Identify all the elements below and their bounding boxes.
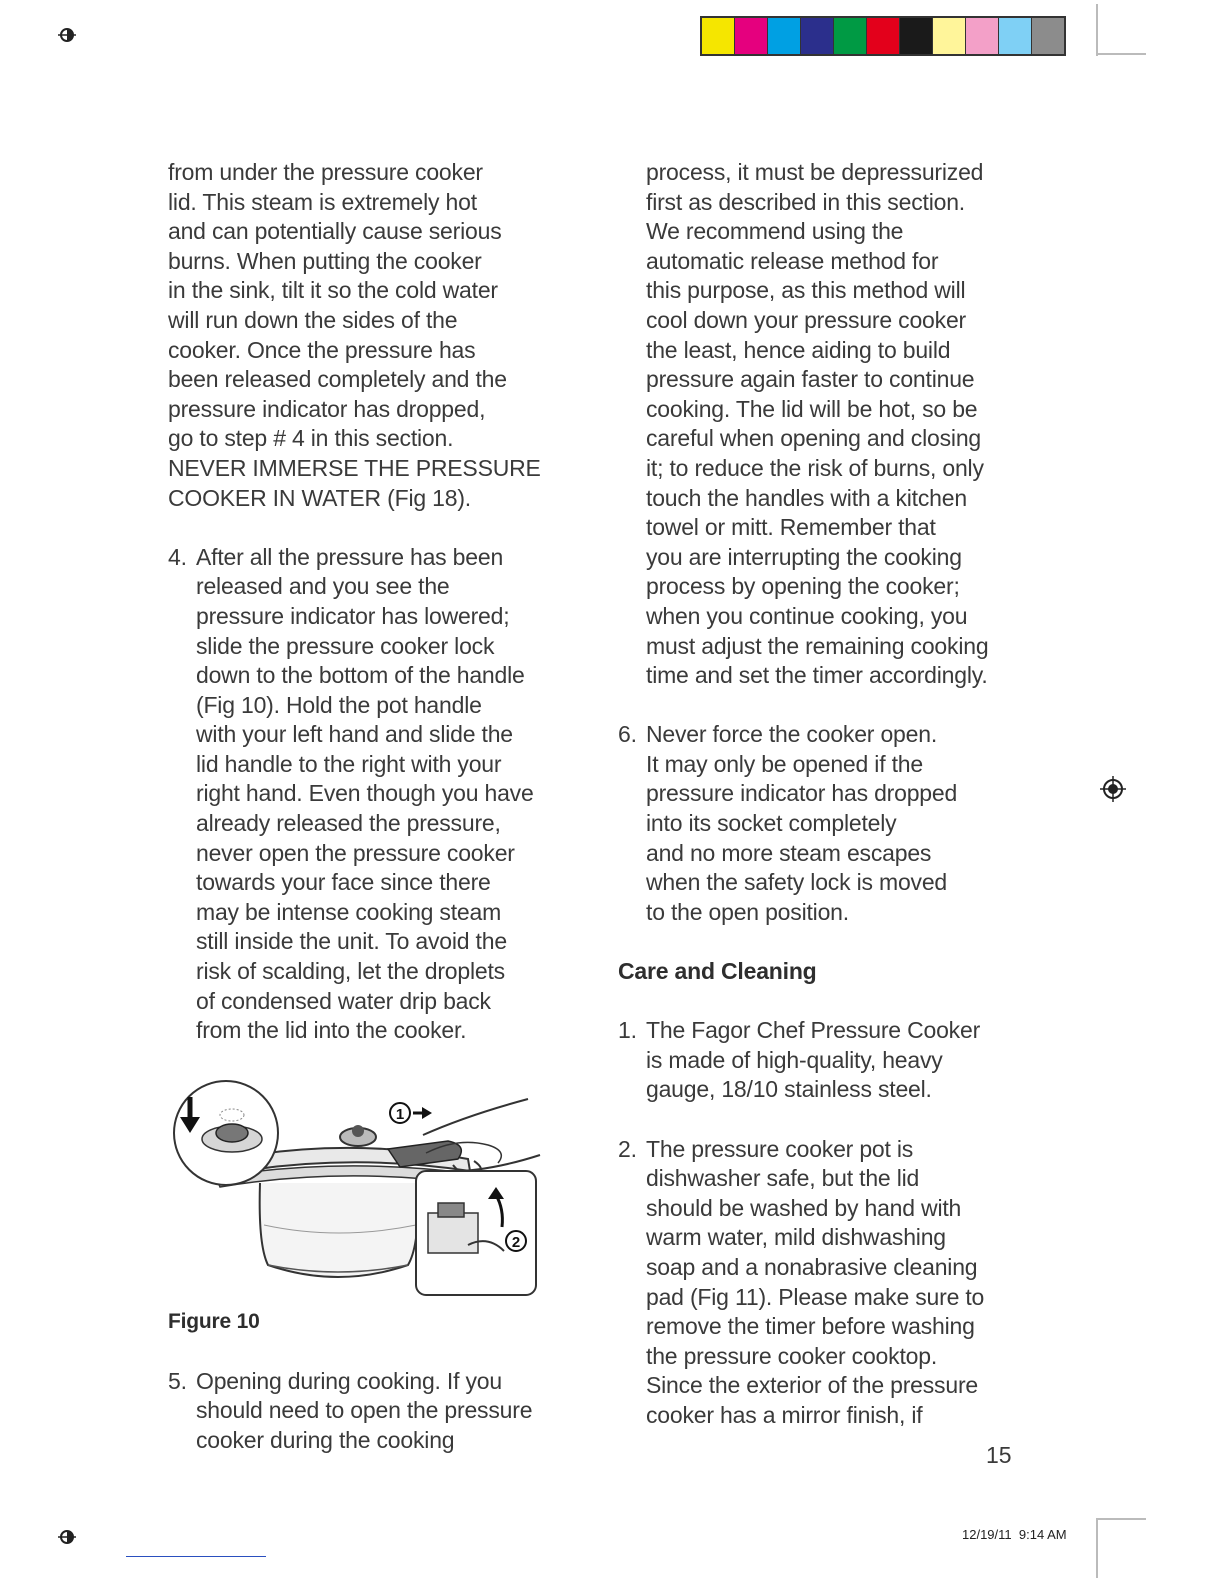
print-timestamp <box>962 1527 1067 1542</box>
text-line: soap and a nonabrasive cleaning <box>646 1253 978 1280</box>
text-line: this purpose, as this method will <box>646 277 966 304</box>
color-swatch <box>900 18 933 54</box>
text-line: time and set the timer accordingly. <box>646 662 988 689</box>
text-line: COOKER IN WATER (Fig 18). <box>168 484 471 511</box>
text-line: been released completely and the <box>168 366 507 393</box>
text-line: Opening during cooking. If you <box>196 1367 502 1394</box>
step-6 <box>618 720 1038 927</box>
color-swatch <box>801 18 834 54</box>
text-line: pad (Fig 11). Please make sure to <box>646 1283 985 1310</box>
text-line: cooker during the cooking <box>196 1426 455 1453</box>
text-line: should need to open the pressure <box>196 1397 533 1424</box>
text-line: in the sink, tilt it so the cold water <box>168 277 498 304</box>
text-line: the least, hence aiding to build <box>646 336 951 363</box>
text-line: The Fagor Chef Pressure Cooker <box>646 1017 981 1044</box>
text-line: towards your face since there <box>196 869 491 896</box>
text-line: from under the pressure cooker <box>168 159 483 185</box>
color-swatch <box>867 18 900 54</box>
text-line: Never force the cooker open. <box>646 721 938 748</box>
page-number: 15 <box>986 1442 1012 1468</box>
left-column <box>168 158 568 1485</box>
step-text <box>196 1367 568 1456</box>
text-line: The pressure cooker pot is <box>646 1135 914 1162</box>
text-line: and can potentially cause serious <box>168 218 502 245</box>
care-step-2 <box>618 1135 1038 1431</box>
crop-mark <box>1096 53 1146 55</box>
text-line: We recommend using the <box>646 218 904 245</box>
registration-mark-right <box>1100 776 1126 802</box>
text-line: never open the pressure cooker <box>196 839 515 866</box>
step-number: 1. <box>618 1017 637 1044</box>
section-heading: Care and Cleaning <box>618 958 817 985</box>
color-swatch <box>702 18 735 54</box>
text-line: pressure again faster to continue <box>646 366 975 393</box>
text-line: process, it must be depressurized <box>646 159 984 185</box>
text-line: It may only be opened if the <box>646 750 923 777</box>
color-swatch <box>999 18 1032 54</box>
text-line: remove the timer before washing <box>646 1313 975 1340</box>
text-line: NEVER IMMERSE THE PRESSURE <box>168 454 541 481</box>
registration-mark-bottom-left <box>58 1528 76 1546</box>
registration-mark-top-left <box>58 26 76 44</box>
text-line: is made of high-quality, heavy <box>646 1046 943 1073</box>
figure-label-2: 2 <box>511 1234 521 1252</box>
text-line: still inside the unit. To avoid the <box>196 928 507 955</box>
text-line: cooking. The lid will be hot, so be <box>646 395 978 422</box>
text-line: when the safety lock is moved <box>646 869 948 896</box>
text-line: touch the handles with a kitchen <box>646 484 967 511</box>
text-line: warm water, mild dishwashing <box>646 1224 946 1251</box>
color-swatch <box>735 18 768 54</box>
text-line: burns. When putting the cooker <box>168 247 482 274</box>
text-line: released and you see the <box>196 573 450 600</box>
text-line: process by opening the cooker; <box>646 573 960 600</box>
text-line: pressure indicator has dropped, <box>168 395 486 422</box>
color-calibration-bar <box>700 16 1066 56</box>
bottom-rule <box>126 1556 266 1557</box>
text-line: into its socket completely <box>646 810 897 837</box>
text-line: cool down your pressure cooker <box>646 306 966 333</box>
text-line: from the lid into the cooker. <box>196 1017 467 1044</box>
text-line: right hand. Even though you have <box>196 780 534 807</box>
color-swatch <box>1032 18 1064 54</box>
text-line: Since the exterior of the pressure <box>646 1372 978 1399</box>
text-line: lid handle to the right with your <box>196 750 502 777</box>
figure-10-illustration <box>168 1075 548 1301</box>
color-swatch <box>768 18 801 54</box>
text-line: down to the bottom of the handle <box>196 662 525 689</box>
step-text <box>646 720 1038 927</box>
right-column <box>618 158 1038 1460</box>
text-line: with your left hand and slide the <box>196 721 513 748</box>
print-time: 9:14 AM <box>1018 1527 1067 1542</box>
step-text <box>646 1016 1038 1105</box>
text-line: must adjust the remaining cooking <box>646 632 989 659</box>
text-line: towel or mitt. Remember that <box>646 514 936 541</box>
text-line: and no more steam escapes <box>646 839 932 866</box>
continuation-paragraph <box>618 158 1038 691</box>
crop-mark <box>1096 1518 1146 1520</box>
print-date: 12/19/11 <box>962 1527 1012 1542</box>
crop-mark <box>1096 4 1098 56</box>
figure-label-1: 1 <box>395 1106 405 1124</box>
text-line: slide the pressure cooker lock <box>196 632 495 659</box>
text-line: will run down the sides of the <box>168 306 458 333</box>
color-swatch <box>966 18 999 54</box>
text-line: go to step # 4 in this section. <box>168 425 454 452</box>
continuation-paragraph <box>168 158 568 513</box>
text-line: pressure indicator has lowered; <box>196 602 510 629</box>
text-line: should be washed by hand with <box>646 1194 962 1221</box>
text-line: risk of scalding, let the droplets <box>196 958 505 985</box>
step-number: 4. <box>168 543 187 570</box>
step-5 <box>168 1367 568 1456</box>
step-number: 6. <box>618 721 637 748</box>
text-line: when you continue cooking, you <box>646 602 968 629</box>
step-number: 2. <box>618 1135 637 1162</box>
text-line: cooker has a mirror finish, if <box>646 1401 923 1428</box>
text-line: cooker. Once the pressure has <box>168 336 476 363</box>
step-text <box>196 543 568 1046</box>
text-line: already released the pressure, <box>196 810 501 837</box>
text-line: to the open position. <box>646 898 849 925</box>
text-line: careful when opening and closing <box>646 425 982 452</box>
step-text <box>646 1135 1038 1431</box>
step-number: 5. <box>168 1367 187 1394</box>
text-line: After all the pressure has been <box>196 543 504 570</box>
text-line: it; to reduce the risk of burns, only <box>646 454 984 481</box>
text-line: may be intense cooking steam <box>196 898 502 925</box>
text-line: of condensed water drip back <box>196 987 491 1014</box>
care-step-1 <box>618 1016 1038 1105</box>
text-line: the pressure cooker cooktop. <box>646 1342 938 1369</box>
text-line: (Fig 10). Hold the pot handle <box>196 691 482 718</box>
text-line: pressure indicator has dropped <box>646 780 958 807</box>
color-swatch <box>834 18 867 54</box>
text-line: lid. This steam is extremely hot <box>168 188 477 215</box>
text-line: dishwasher safe, but the lid <box>646 1165 920 1192</box>
text-line: automatic release method for <box>646 247 939 274</box>
step-4 <box>168 543 568 1046</box>
figure-caption: Figure 10 <box>168 1310 260 1334</box>
text-line: you are interrupting the cooking <box>646 543 962 570</box>
color-swatch <box>933 18 966 54</box>
text-line: first as described in this section. <box>646 188 965 215</box>
text-line: gauge, 18/10 stainless steel. <box>646 1076 932 1103</box>
crop-mark <box>1096 1518 1098 1578</box>
